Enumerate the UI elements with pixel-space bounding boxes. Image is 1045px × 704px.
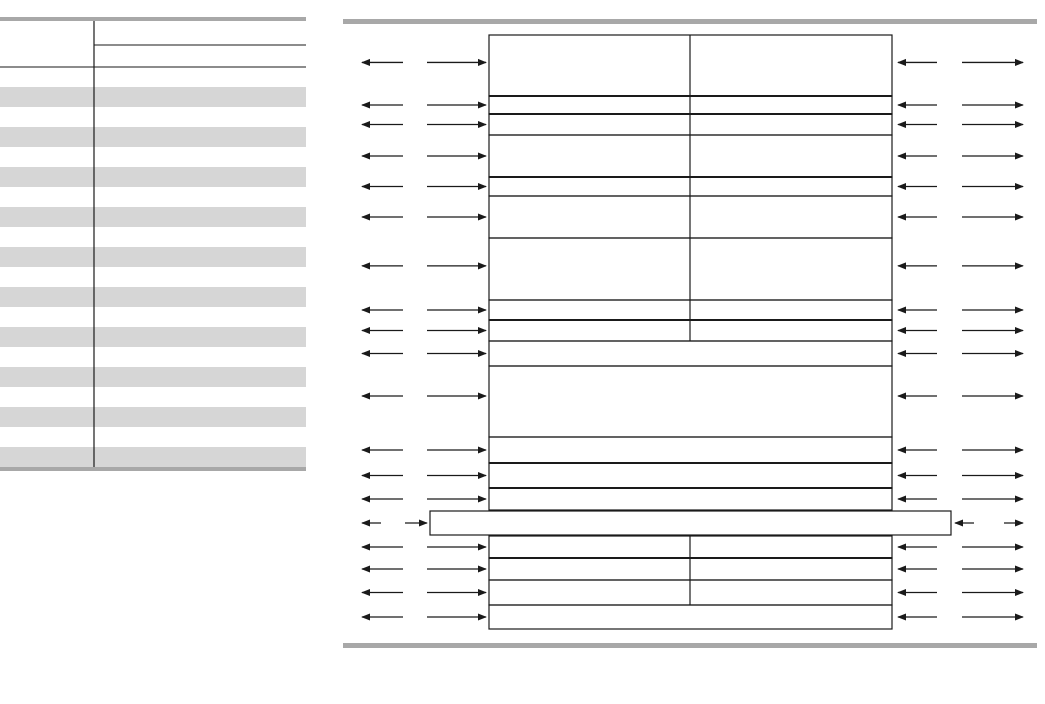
- diagram-row: [489, 320, 892, 341]
- field-box: [489, 366, 892, 437]
- diagram-row: [489, 114, 892, 135]
- diagram-row: [430, 511, 951, 535]
- diagram-row: [489, 558, 892, 580]
- diagram-row: [489, 35, 892, 96]
- field-box: [489, 437, 892, 463]
- diagram-row: [489, 196, 892, 238]
- diagram-row: [489, 300, 892, 320]
- field-box: [489, 341, 892, 366]
- diagram-row: [489, 463, 892, 488]
- diagram-top-rule: [343, 19, 1037, 24]
- field-box: [489, 488, 892, 510]
- diagram-row: [489, 437, 892, 463]
- wide-field-box: [430, 511, 951, 535]
- diagram-row: [489, 96, 892, 114]
- field-box: [489, 463, 892, 488]
- diagram-row: [489, 135, 892, 177]
- diagram-row: [489, 580, 892, 605]
- diagram-row: [489, 341, 892, 366]
- diagram-row: [489, 536, 892, 558]
- diagram-row: [489, 488, 892, 510]
- diagram-row: [489, 605, 892, 629]
- diagram-bottom-rule: [343, 643, 1037, 648]
- diagram-row: [489, 238, 892, 300]
- diagram-row: [489, 366, 892, 437]
- diagram-row: [489, 177, 892, 196]
- field-box: [489, 605, 892, 629]
